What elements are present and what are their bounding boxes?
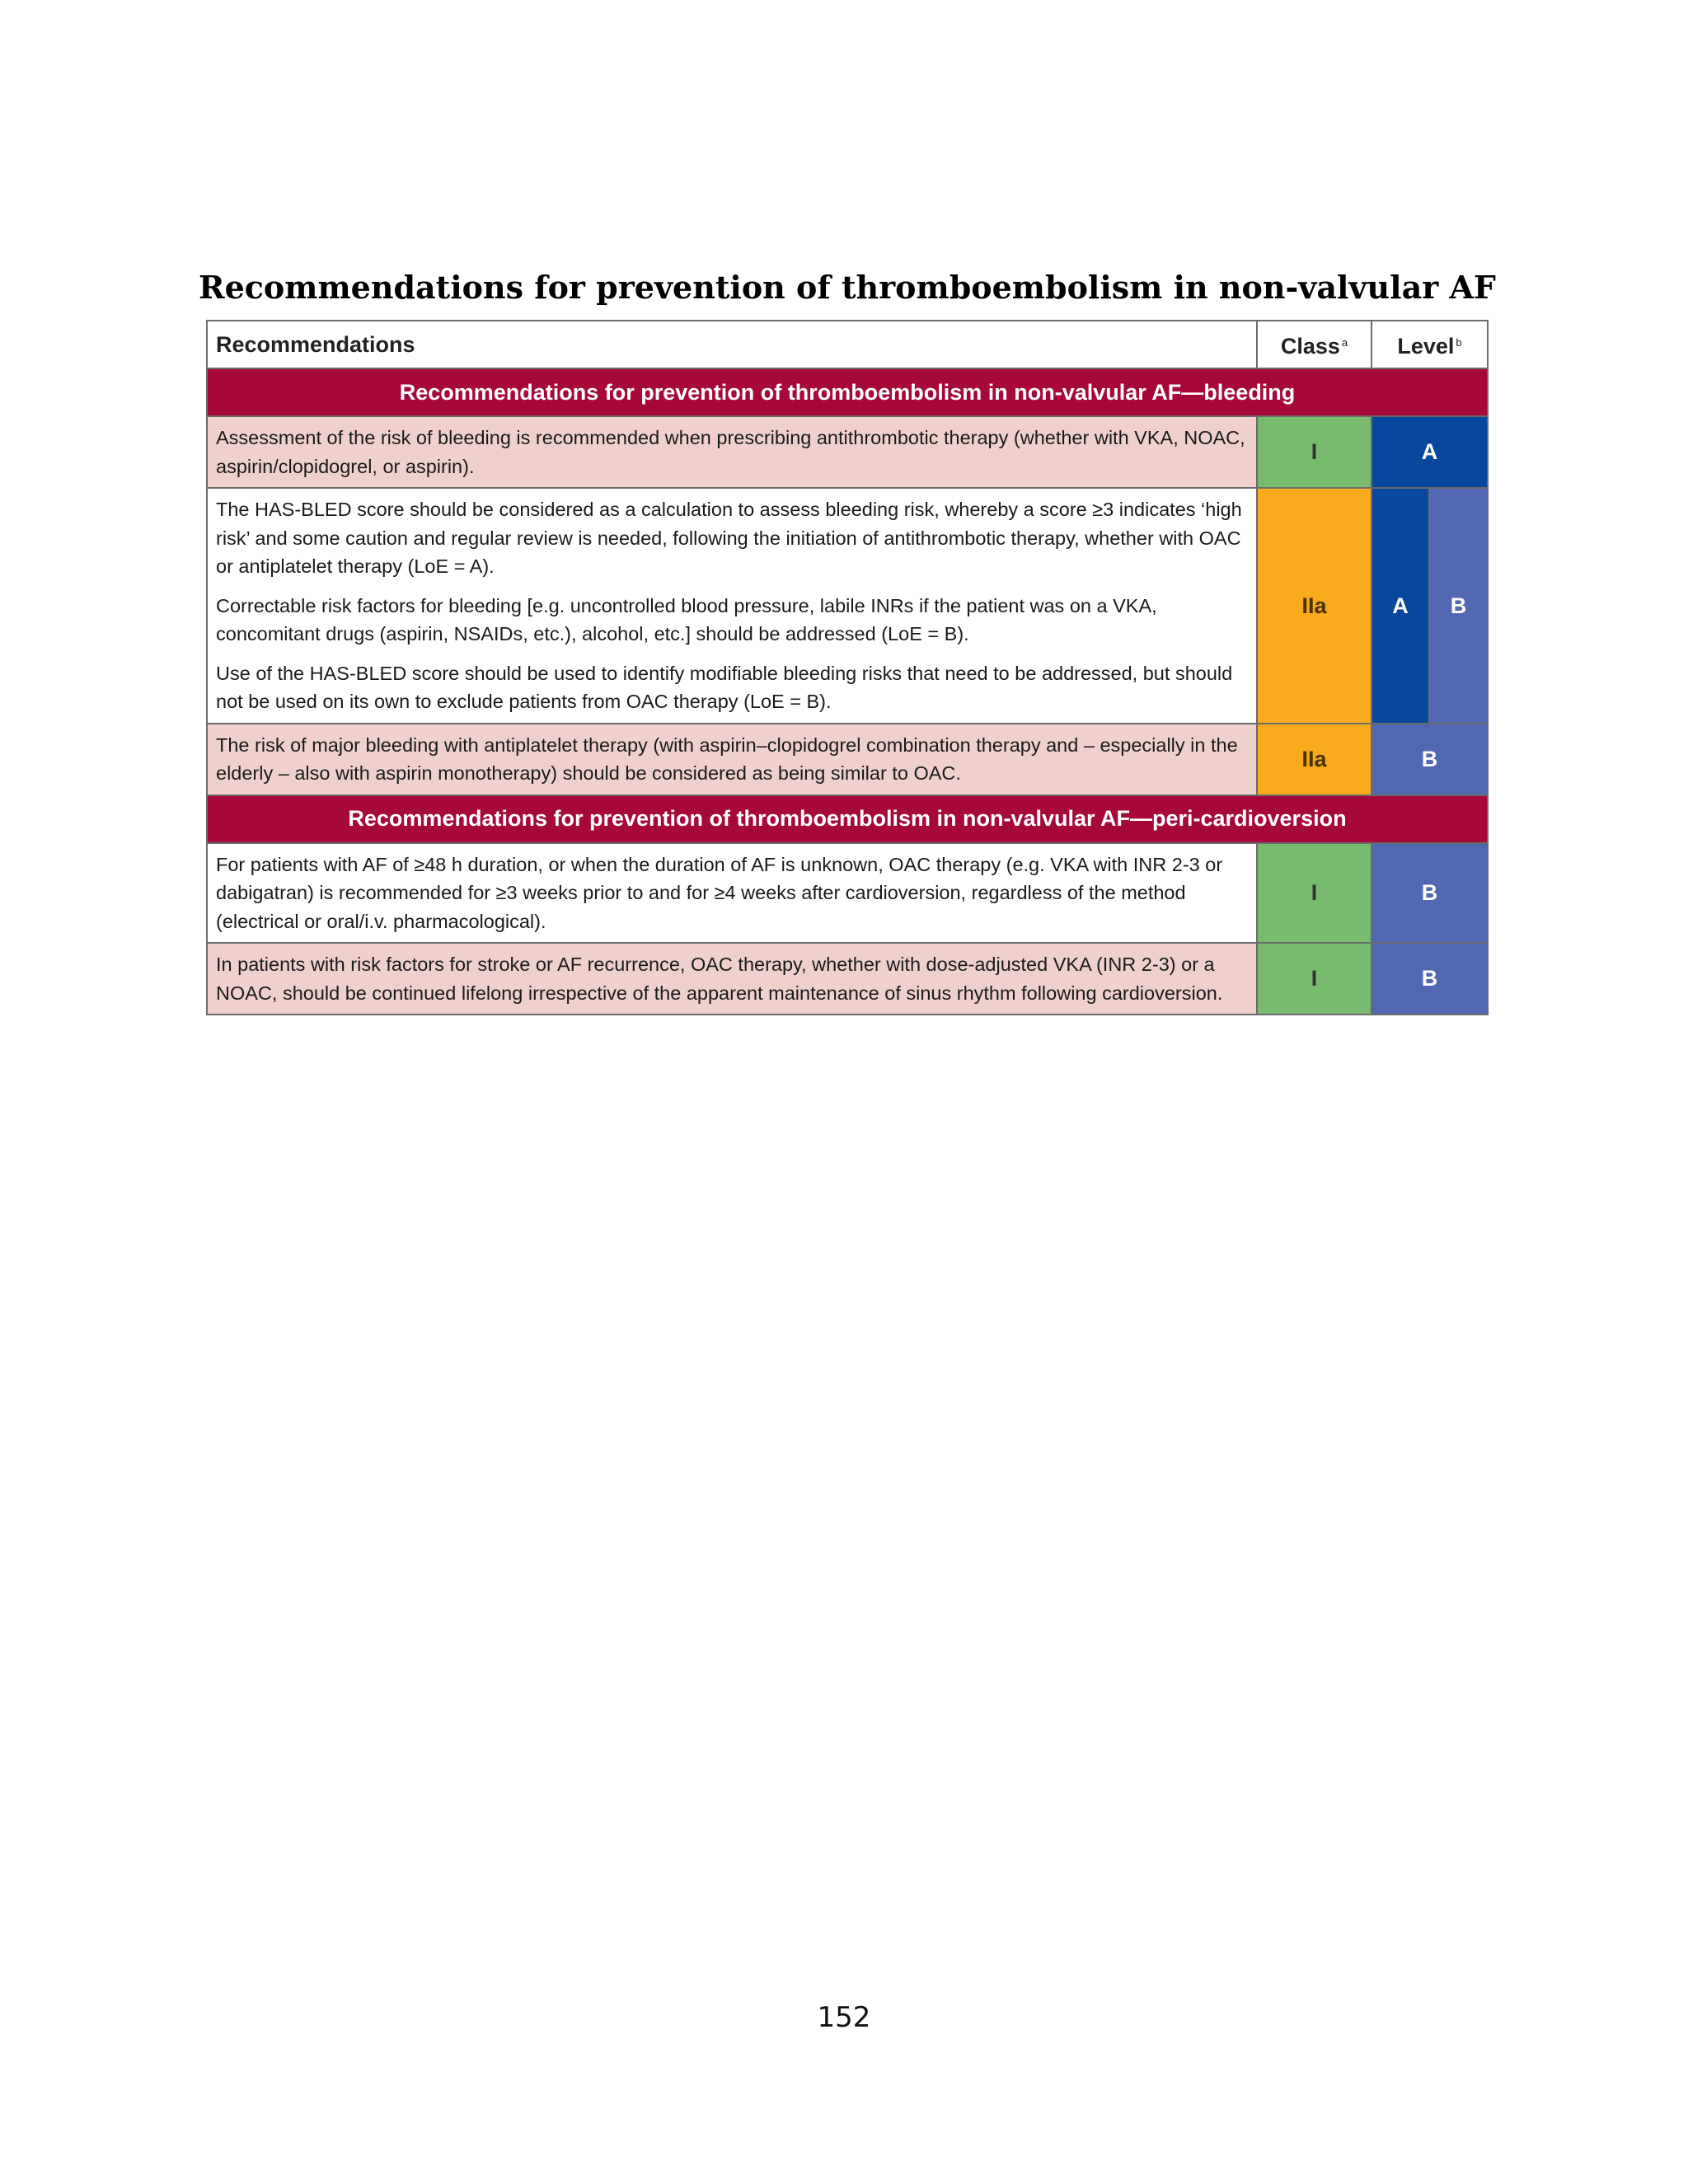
section-header-row bbox=[207, 795, 1488, 843]
class-badge: IIa bbox=[1257, 724, 1372, 795]
section-title-bleeding: Recommendations for prevention of thromboembolism in non-valvular AF—bleeding bbox=[207, 368, 1488, 416]
header-class-footnote: a bbox=[1341, 335, 1348, 349]
table-row bbox=[207, 488, 1488, 724]
class-badge: IIa bbox=[1257, 488, 1372, 724]
section-header-row bbox=[207, 368, 1488, 416]
class-badge: I bbox=[1257, 416, 1372, 488]
table-row bbox=[207, 943, 1488, 1015]
recommendation-text: Assessment of the risk of bleeding is recommended when prescribing antithrombotic therapy (whether with VKA, NOAC, aspirin/clopidogrel, or aspirin). bbox=[216, 427, 1245, 477]
header-class bbox=[1257, 321, 1372, 368]
table-header-row bbox=[207, 321, 1488, 368]
recommendation-text: The risk of major bleeding with antiplatelet therapy (with aspirin–clopidogrel combination therapy and – especially in the elderly – also with aspirin monotherapy) should be considered as being similar to OAC. bbox=[216, 733, 1238, 784]
section-title-peri-cardioversion: Recommendations for prevention of thromboembolism in non-valvular AF—peri-cardioversion bbox=[207, 795, 1488, 843]
page-title: Recommendations for prevention of thromboembolism in non-valvular AF bbox=[199, 269, 1496, 306]
recommendation-text-cell bbox=[207, 488, 1257, 724]
level-badge: A bbox=[1372, 488, 1429, 724]
header-level bbox=[1372, 321, 1488, 368]
recommendation-text: Correctable risk factors for bleeding [e.g. uncontrolled blood pressure, labile INRs if the patient was on a VKA, concomitant drugs (aspirin, NSAIDs, etc.), alcohol, etc.] should be addressed (LoE = B). bbox=[216, 594, 1157, 644]
recommendation-text: In patients with risk factors for stroke or AF recurrence, OAC therapy, whether with dose-adjusted VKA (INR 2-3) or a NOAC, should be continued lifelong irrespective of the apparent maintenance of sinus rhythm following cardioversion. bbox=[216, 954, 1223, 1004]
page-number: 152 bbox=[817, 2001, 871, 2034]
recommendation-text-cell bbox=[207, 724, 1257, 795]
class-badge: I bbox=[1257, 943, 1372, 1015]
header-recommendations: Recommendations bbox=[207, 321, 1257, 368]
header-level-footnote: b bbox=[1456, 335, 1462, 349]
recommendation-text-cell bbox=[207, 416, 1257, 488]
level-badge: B bbox=[1429, 488, 1488, 724]
recommendations-table bbox=[206, 320, 1489, 1015]
level-badge: A bbox=[1372, 416, 1488, 488]
table-row bbox=[207, 724, 1488, 795]
class-badge: I bbox=[1257, 843, 1372, 944]
header-class-label: Class bbox=[1280, 333, 1340, 359]
recommendation-text-cell bbox=[207, 943, 1257, 1015]
level-badge: B bbox=[1372, 843, 1488, 944]
level-badge: B bbox=[1372, 943, 1488, 1015]
recommendation-text: The HAS-BLED score should be considered as a calculation to assess bleeding risk, whereby a score ≥3 indicates ‘high risk’ and some caution and regular review is needed, following the initiation of antithrombotic therapy, whether with OAC or antiplatelet therapy (LoE = A). bbox=[216, 499, 1242, 577]
level-badge: B bbox=[1372, 724, 1488, 795]
table-row bbox=[207, 416, 1488, 488]
header-level-label: Level bbox=[1397, 333, 1455, 359]
recommendation-text: Use of the HAS-BLED score should be used to identify modifiable bleeding risks that need to be addressed, but should not be used on its own to exclude patients from OAC therapy (LoE = B). bbox=[216, 662, 1233, 712]
recommendation-text: For patients with AF of ≥48 h duration, or when the duration of AF is unknown, OAC therapy (e.g. VKA with INR 2-3 or dabigatran) is recommended for ≥3 weeks prior to and for ≥4 weeks after cardioversion, regardless of the method (electrical or oral/i.v. pharmacological). bbox=[216, 853, 1223, 932]
recommendation-text-cell bbox=[207, 843, 1257, 944]
table-row bbox=[207, 843, 1488, 944]
